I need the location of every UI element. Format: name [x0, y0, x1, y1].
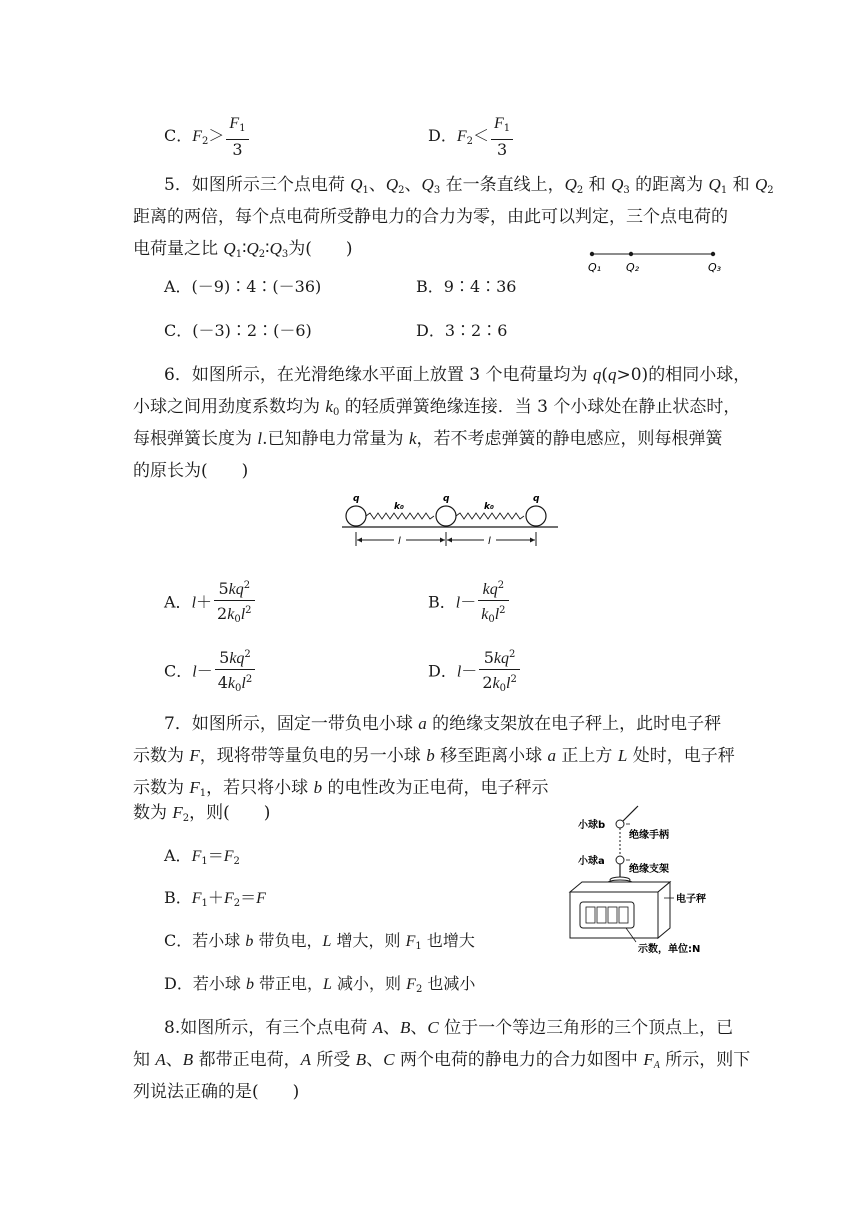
q5-option-a: A．(－9)∶4∶(－36): [164, 277, 322, 296]
q6-option-b: B．l－ $\frac{kq^2}{k_0l^2}$: [428, 576, 511, 630]
q6-line-2: 小球之间用劲度系数均为 $k_0$ 的轻质弹簧绝缘连接．当 3 个小球处在静止状态时，: [133, 397, 741, 418]
q6-label-q-2: q: [443, 494, 450, 504]
q5-figure: [580, 246, 730, 280]
q6-line-1: 6．如图所示，在光滑绝缘水平面上放置 3 个电荷量均为 q(q>0)的相同小球，: [164, 365, 751, 385]
q5-option-d: D．3∶2∶6: [416, 321, 508, 340]
q7-option-d: D．若小球 b 带正电，L 减小，则 $F_2$ 也减小: [164, 974, 476, 995]
q6-label-l-2: l: [488, 536, 491, 547]
q6-figure: [336, 490, 566, 552]
q7-label-ball-a: 小球a: [578, 856, 605, 867]
q7-option-c: C．若小球 b 带负电，L 增大，则 $F_1$ 也增大: [164, 931, 475, 952]
q5-label-q2: Q₂: [626, 261, 640, 274]
q5-option-c: C．(－3)∶2∶(－6): [164, 321, 312, 340]
q5-label-q3: Q₃: [708, 261, 722, 274]
q6-label-k0-2: k₀: [484, 502, 494, 512]
q6-option-c: C．l－ $\frac{5kq^2}{4k_0l^2}$: [164, 645, 257, 699]
q6-label-q-3: q: [533, 494, 540, 504]
q6-label-k0-1: k₀: [394, 502, 404, 512]
q8-line-2: 知 A、B 都带正电荷，A 所受 B、C 两个电荷的静电力的合力如图中 $F_A$ 所示，则下: [133, 1050, 751, 1071]
q5-line-2: 距离的两倍，每个点电荷所受静电力的合力为零，由此可以判定，三个点电荷的: [133, 207, 728, 227]
q6-label-q-1: q: [353, 494, 360, 504]
q7-line-1: 7．如图所示，固定一带负电小球 a 的绝缘支架放在电子秤上，此时电子秤: [164, 714, 722, 734]
q7-label-reading: 示数，单位:N: [638, 944, 701, 955]
q5-line-3: 电荷量之比 $Q_1∶Q_2∶Q_3$为( ): [133, 239, 353, 260]
q5-option-b: B．9∶4∶36: [416, 277, 517, 296]
q6-option-a: A．l＋ $\frac{5kq^2}{2k_0l^2}$: [164, 576, 257, 630]
q6-option-d: D．l－ $\frac{5kq^2}{2k_0l^2}$: [428, 645, 522, 699]
q5-label-q1: Q₁: [588, 261, 602, 274]
q8-line-3: 列说法正确的是( ): [133, 1082, 300, 1102]
q7-option-a: A．$F_1=F_2$: [164, 846, 240, 867]
q7-line-4: 数为 $F_2$，则( ): [133, 803, 271, 824]
q7-label-handle: 绝缘手柄: [629, 830, 669, 841]
q7-label-support: 绝缘支架: [629, 864, 669, 875]
q7-option-b: B．$F_1+F_2=F$: [164, 888, 266, 909]
q7-label-ball-b: 小球b: [578, 820, 606, 831]
q6-line-4: 的原长为( ): [133, 461, 249, 481]
q8-line-1: 8.如图所示，有三个点电荷 A、B、C 位于一个等边三角形的三个顶点上，已: [164, 1018, 734, 1038]
q5-line-1: 5．如图所示三个点电荷 $Q_1$、$Q_2$、$Q_3$ 在一条直线上，$Q_2$ 和 $Q_3$ 的距离为 $Q_1$ 和 $Q_2$: [164, 175, 774, 196]
q7-line-2: 示数为 F，现将带等量负电的另一小球 b 移至距离小球 a 正上方 L 处时，电子秤: [133, 746, 735, 766]
q6-line-3: 每根弹簧长度为 l.已知静电力常量为 k，若不考虑弹簧的静电感应，则每根弹簧: [133, 429, 723, 449]
q7-label-scale: 电子秤: [676, 894, 706, 905]
q7-figure: [566, 800, 746, 960]
q6-label-l-1: l: [398, 536, 401, 547]
q4-option-d: D．$F_2<$ $\frac{F_1}{3}$: [428, 113, 515, 160]
q7-line-3: 示数为 $F_1$，若只将小球 b 的电性改为正电荷，电子秤示: [133, 778, 549, 799]
q4-option-c: C．$F_2>$ $\frac{F_1}{3}$: [164, 113, 251, 160]
